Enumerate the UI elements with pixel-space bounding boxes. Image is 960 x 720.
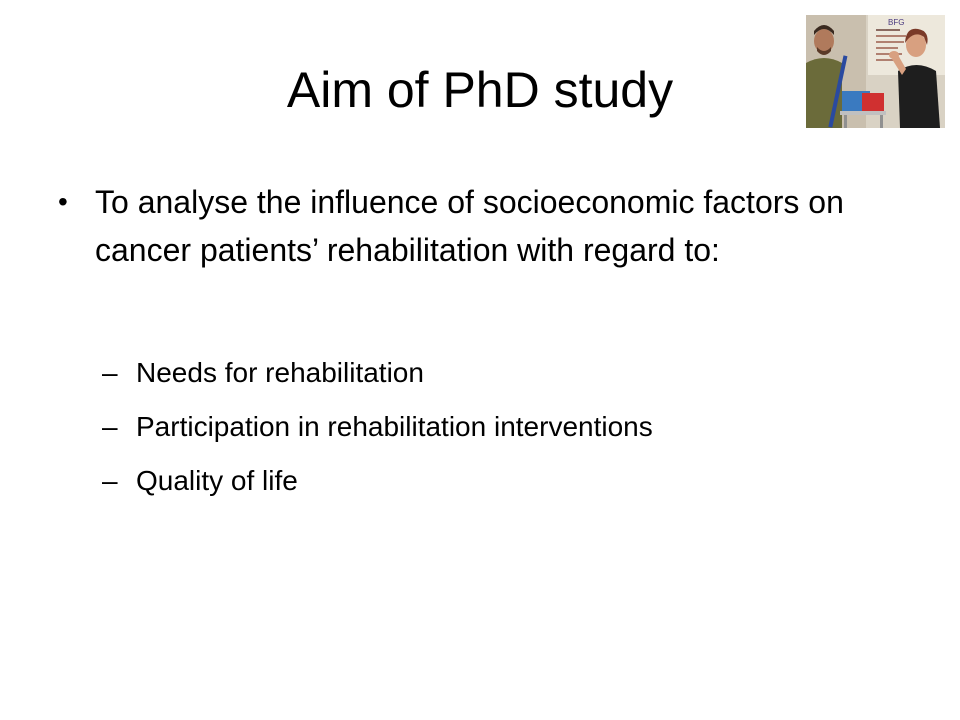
slide-photo xyxy=(806,15,945,128)
sub-bullet-item xyxy=(56,454,896,508)
sub-bullet-marker: – xyxy=(102,411,118,442)
sub-bullet-list xyxy=(56,346,896,508)
bullet-marker: • xyxy=(58,186,68,217)
bullet-item xyxy=(56,178,896,274)
sub-bullet-text: Quality of life xyxy=(136,465,298,496)
slide-title: Aim of PhD study xyxy=(286,62,674,118)
sub-bullet-text: Needs for rehabilitation xyxy=(136,357,424,388)
photo-two-people-icon xyxy=(806,15,945,128)
bullet-text: To analyse the influence of socioeconomic factors on cancer patients’ rehabilitation with regard to: xyxy=(95,184,844,268)
photo-sign-text: BFG xyxy=(888,18,905,27)
sub-bullet-text: Participation in rehabilitation interventions xyxy=(136,411,653,442)
sub-bullet-item xyxy=(56,346,896,400)
sub-bullet-marker: – xyxy=(102,357,118,388)
sub-bullet-marker: – xyxy=(102,465,118,496)
sub-bullet-item xyxy=(56,400,896,454)
slide-body xyxy=(56,178,896,508)
